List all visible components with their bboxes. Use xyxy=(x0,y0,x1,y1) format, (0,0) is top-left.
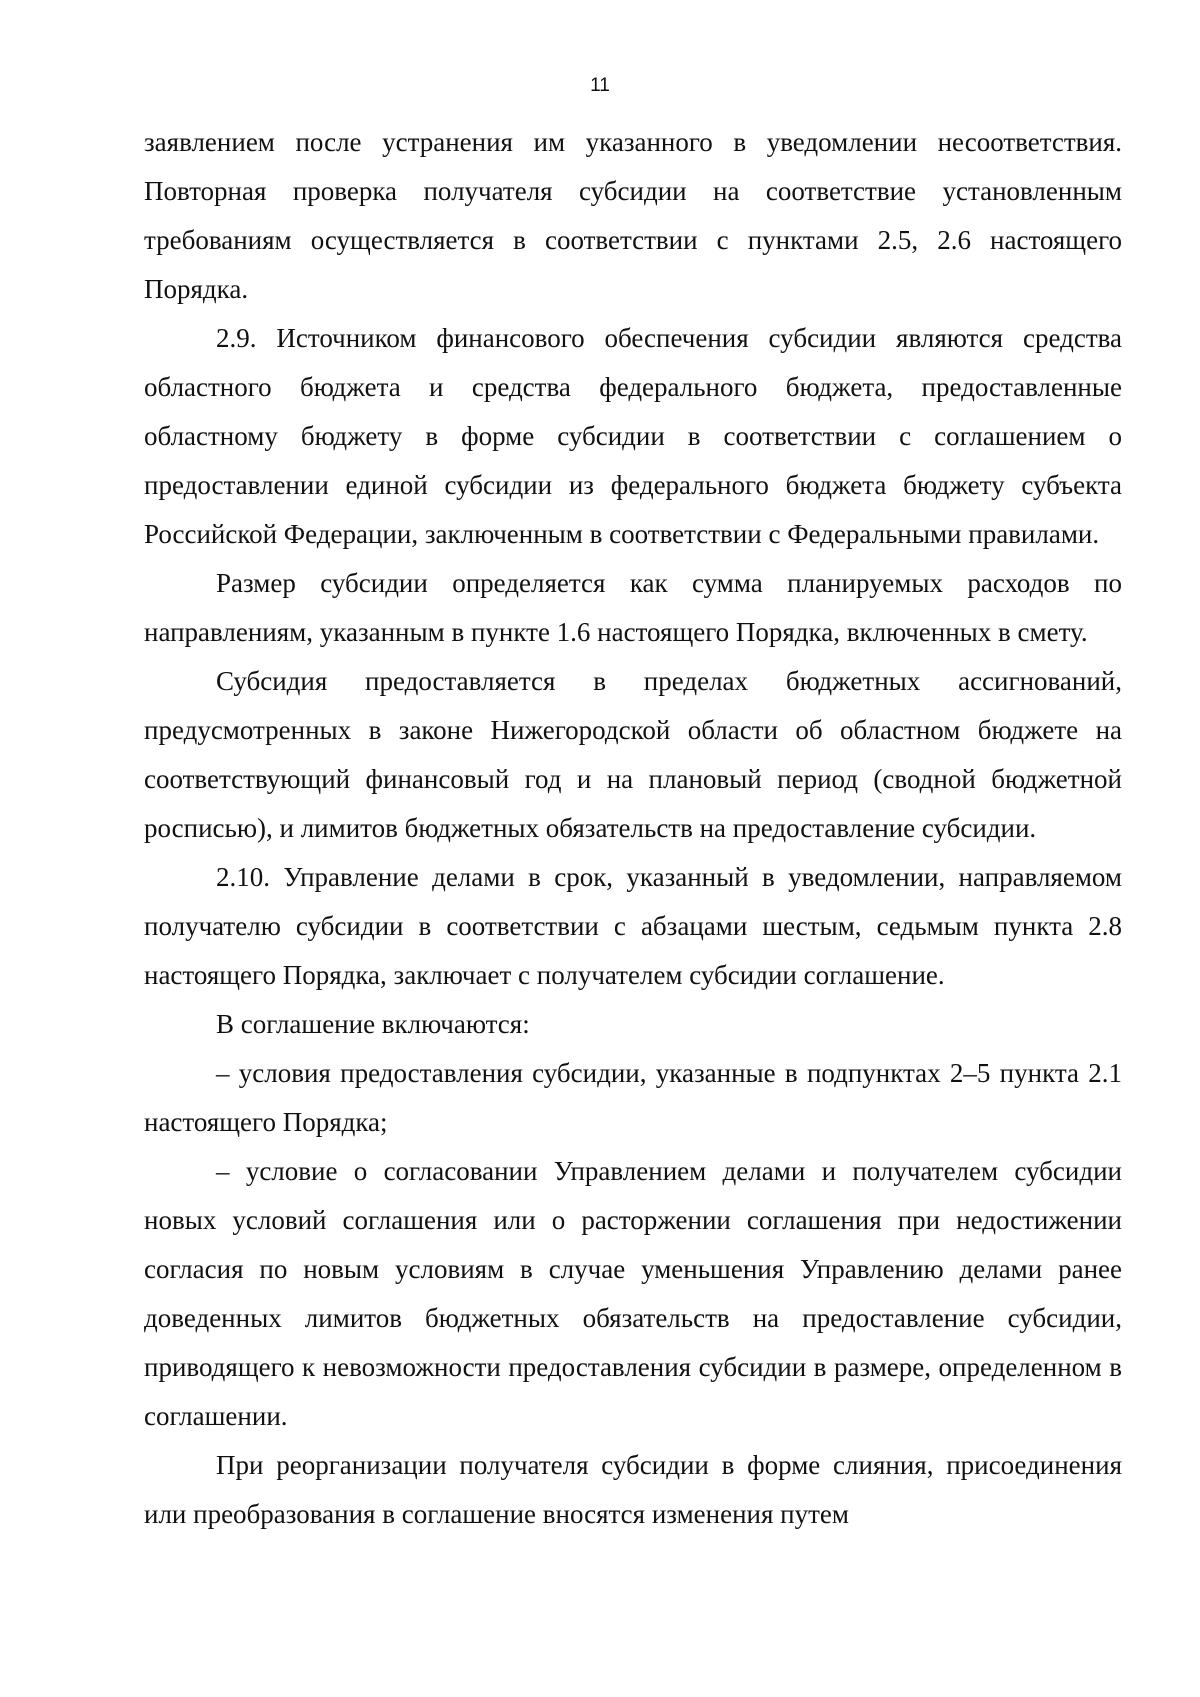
paragraph-agreement-includes: В соглашение включаются: xyxy=(216,1009,530,1039)
paragraph-continuation: заявлением после устранения им указанного в уведомлении несоответствия. Повторная проверка получателя субсидии на соответствие установленным требованиям осуществляется в соответствии с пунктами 2.5, 2.6 настоящего Порядка. xyxy=(144,127,1122,304)
paragraph-subsidy-amount: Размер субсидии определяется как сумма планируемых расходов по направлениям, указанным в пункте 1.6 настоящего Порядка, включенных в смету. xyxy=(144,568,1122,647)
document-body xyxy=(144,118,1122,1539)
paragraph-2-10-agreement: 2.10. Управление делами в срок, указанный в уведомлении, направляемом получателю субсидии в соответствии с абзацами шестым, седьмым пункта 2.8 настоящего Порядка, заключает с получателем субсидии соглашение. xyxy=(144,862,1122,990)
list-item-new-conditions: – условие о согласовании Управлением делами и получателем субсидии новых условий соглашения или о расторжении соглашения при недостижении согласия по новым условиям в случае уменьшения Управлению делами ранее доведенных лимитов бюджетных обязательств на предоставление субсидии, приводящего к невозможности предоставления субсидии в размере, определенном в соглашении. xyxy=(144,1156,1122,1431)
paragraph-subsidy-limits: Субсидия предоставляется в пределах бюджетных ассигнований, предусмотренных в законе Нижегородской области об областном бюджете на соответствующий финансовый год и на плановый период (сводной бюджетной росписью), и лимитов бюджетных обязательств на предоставление субсидии. xyxy=(144,666,1122,843)
paragraph-2-9-funding-source: 2.9. Источником финансового обеспечения субсидии являются средства областного бюджета и средства федерального бюджета, предоставленные областному бюджету в форме субсидии в соответствии с соглашением о предоставлении единой субсидии из федерального бюджета бюджету субъекта Российской Федерации, заключенным в соответствии с Федеральными правилами. xyxy=(144,323,1122,549)
page-number: 11 xyxy=(590,75,610,96)
paragraph-reorganization: При реорганизации получателя субсидии в форме слияния, присоединения или преобразования в соглашение вносятся изменения путем xyxy=(144,1450,1122,1529)
list-item-conditions: – условия предоставления субсидии, указанные в подпунктах 2–5 пункта 2.1 настоящего Порядка; xyxy=(144,1058,1122,1137)
